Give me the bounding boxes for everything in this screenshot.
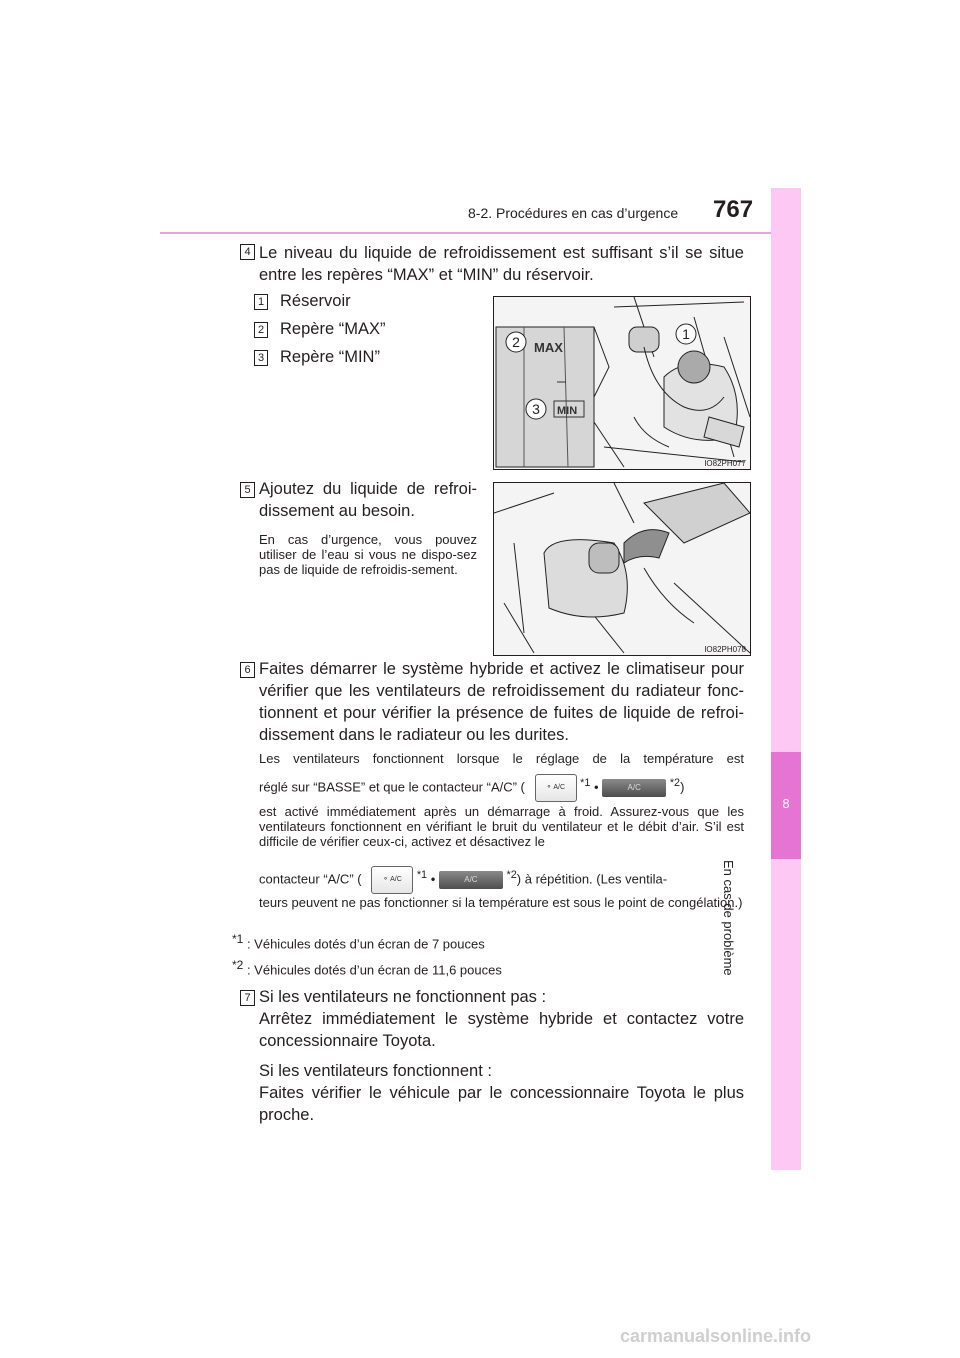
mark-1-b: *1 (416, 869, 428, 882)
step-6-note-line5: teurs peuvent ne pas fonctionner si la température est sous le point de congélation.) (259, 895, 743, 910)
step-6-note-line2 (259, 774, 744, 802)
note-line4-end: ) à répétition. (Les ventila- (516, 871, 668, 887)
svg-text:2: 2 (512, 334, 520, 350)
chapter-number: 8 (782, 796, 790, 811)
footnote-1-mark: *1 (232, 932, 244, 946)
engine-bay-illustration (494, 297, 750, 469)
ac-button-7in-icon: ⚬ A/C (535, 774, 577, 802)
ac-button-11in-label: A/C (627, 783, 641, 792)
step-7-line4: Faites vérifier le véhicule par le concessionnaire Toyota le plus proche. (259, 1084, 744, 1124)
step-5-marker: 5 (240, 482, 255, 498)
ac-button-7in-icon-2: ⚬ A/C (371, 866, 413, 894)
ac-button-7in-label-2: A/C (390, 876, 402, 883)
figure-2-code: IO82PH078 (704, 645, 746, 654)
step-6-note-line3: est activé immédiatement après un démarrage à froid. Assurez-vous que les ventilateurs fonctionnent en vérifiant le bruit du ventilateur et le débit d’air. S’il est difficile de vérifier ceux-ci, activez et désactivez le (259, 804, 744, 849)
step-6-marker: 6 (240, 662, 255, 678)
step-6-text: Faites démarrer le système hybride et activez le climatiseur pour vérifier que les ventilateurs de refroidissement du radiateur fonc-tionnent et pour vérifier la présence de fuites de liquide de refroi-dissement dans le radiateur ou les durites. (259, 660, 744, 744)
step-6-note-line4 (259, 866, 744, 894)
watermark: carmanualsonline.info (620, 1326, 812, 1346)
footnote-1 (232, 932, 485, 951)
coolant-reservoir-figure (493, 296, 751, 470)
header-rule (160, 232, 772, 234)
bullet-separator: • (594, 779, 599, 795)
legend-1-label: Réservoir (280, 292, 351, 310)
svg-text:MAX: MAX (534, 340, 563, 355)
step-7-line2: Arrêtez immédiatement le système hybride et contactez votre concessionnaire Toyota. (259, 1010, 744, 1050)
mark-1: *1 (580, 777, 591, 790)
add-coolant-figure (493, 482, 751, 656)
step-6-note-line1: Les ventilateurs fonctionnent lorsque le réglage de la température est (259, 751, 744, 766)
mark-2-b: *2 (506, 869, 517, 882)
note-line4-text: contacteur “A/C” ( (259, 871, 362, 887)
svg-text:3: 3 (532, 401, 540, 417)
legend-3-label: Repère “MIN” (280, 348, 380, 366)
ac-button-11in-label-2: A/C (464, 875, 478, 884)
legend-1-number: 1 (254, 294, 268, 310)
step-4-text: Le niveau du liquide de refroidissement est suffisant s’il se situe entre les repères “MAX” et “MIN” du réservoir. (259, 244, 744, 284)
step-4-marker: 4 (240, 244, 255, 260)
footnote-2 (232, 958, 502, 977)
ac-button-7in-label: A/C (553, 784, 566, 791)
footnote-2-text: : Véhicules dotés d’un écran de 11,6 pouces (243, 962, 502, 978)
step-5-text: Ajoutez du liquide de refroi-dissement au besoin. (259, 480, 477, 520)
close-paren: ) (680, 779, 685, 795)
mark-2: *2 (669, 777, 681, 790)
section-title: 8-2. Procédures en cas d’urgence (468, 205, 679, 221)
step-7-marker: 7 (240, 990, 255, 1006)
legend-2-label: Repère “MAX” (280, 320, 386, 338)
step-7-line3: Si les ventilateurs fonctionnent : (259, 1062, 492, 1080)
step-7-line1: Si les ventilateurs ne fonctionnent pas : (259, 988, 547, 1006)
step-5-note: En cas d’urgence, vous pouvez utiliser de l’eau si vous ne dispo-sez pas de liquide de refroidis-sement. (259, 532, 477, 577)
svg-text:MIN: MIN (557, 405, 578, 417)
chapter-title-wrap (721, 860, 796, 1160)
note-line2-text: réglé sur “BASSE” et que le contacteur “A/C” ( (259, 779, 525, 795)
figure-1-code: IO82PH077 (704, 459, 746, 468)
chapter-title: En cas de problème (721, 860, 737, 976)
svg-text:1: 1 (682, 326, 690, 342)
ac-button-11in-icon-2 (439, 871, 503, 889)
legend-3-number: 3 (254, 350, 268, 366)
ac-button-11in-icon (602, 779, 666, 797)
footnote-2-mark: *2 (232, 958, 244, 972)
refill-illustration (494, 483, 750, 655)
bullet-separator-2: • (430, 871, 436, 887)
page-number: 767 (713, 196, 754, 223)
legend-2-number: 2 (254, 322, 268, 338)
footnote-1-text: : Véhicules dotés d’un écran de 7 pouces (243, 936, 485, 952)
